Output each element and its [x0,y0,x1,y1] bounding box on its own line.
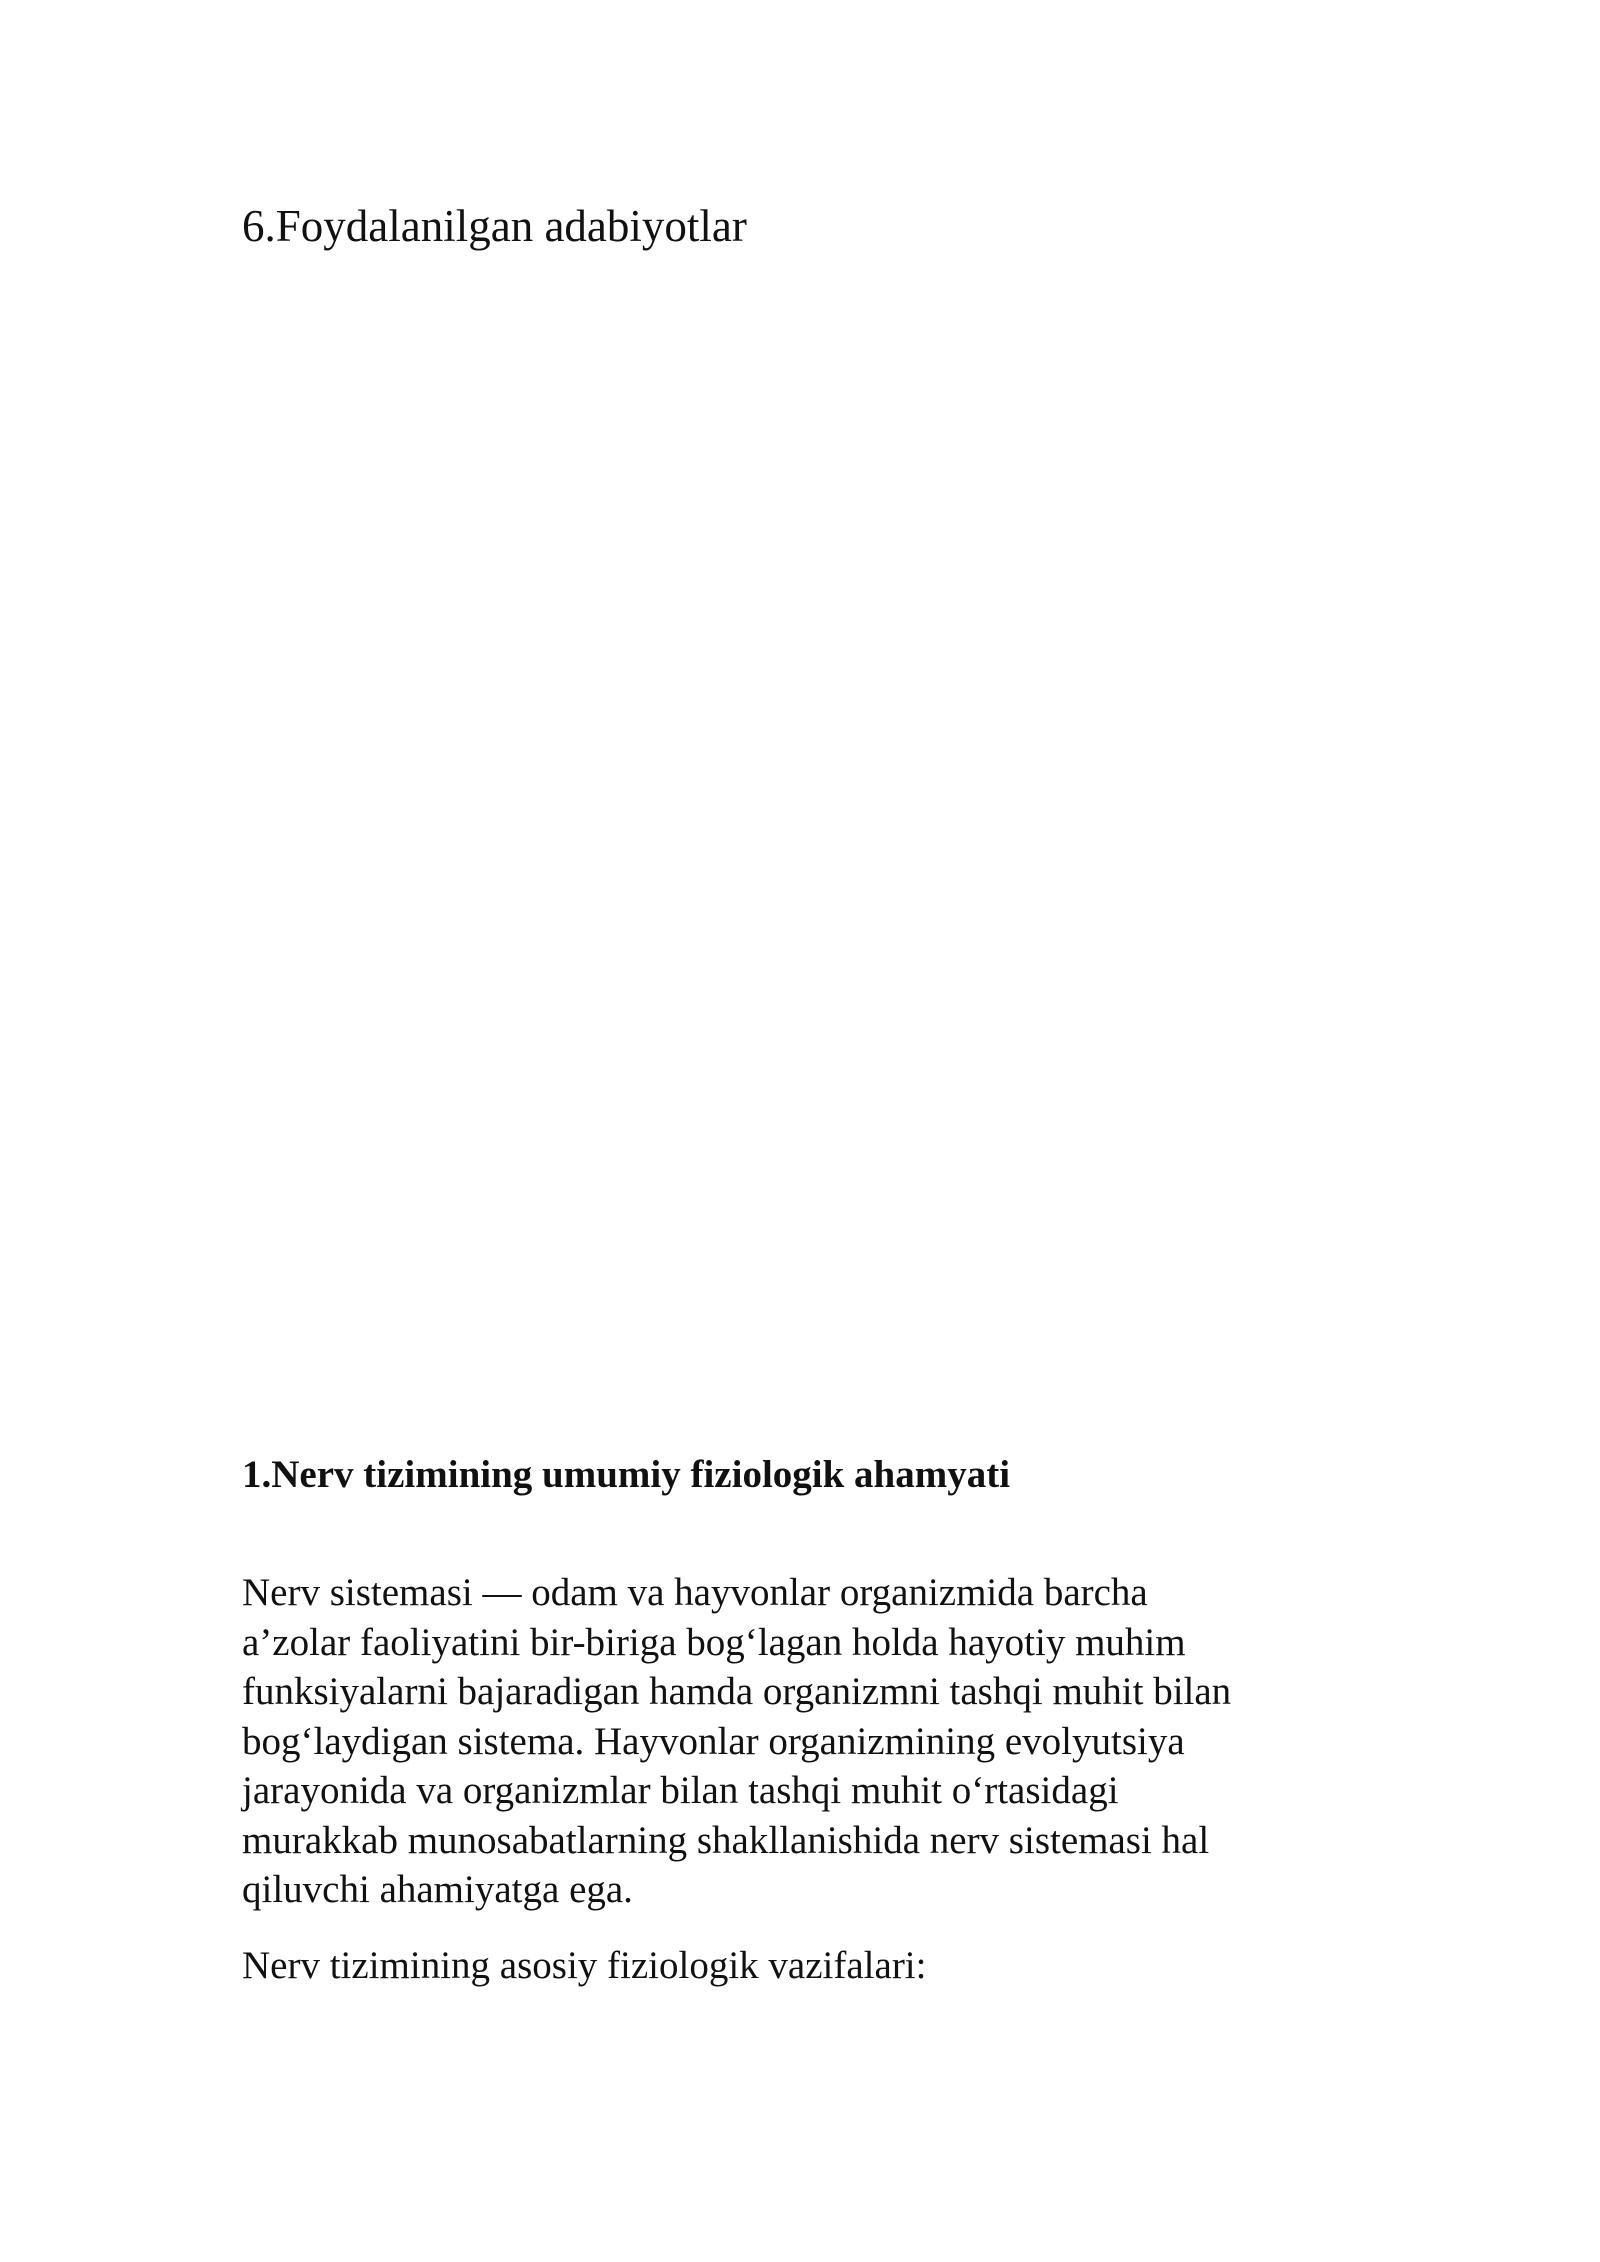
paragraph-line: murakkab munosabatlarning shakllanishida nerv sistemasi hal [242,1818,1210,1862]
functions-intro-paragraph: Nerv tizimining asosiy fiziologik vazifalari: [242,1943,927,1987]
paragraph-line: Nerv sistemasi — odam va hayvonlar organizmida barcha [242,1571,1148,1614]
intro-paragraph [242,1568,1382,1915]
paragraph-line: a’zolar faoliyatini bir-biriga bog‘lagan holda hayotiy muhim [242,1620,1186,1664]
paragraph-line: bog‘laydigan sistema. Hayvonlar organizmining evolyutsiya [242,1719,1185,1763]
section-nervous-system [242,1450,1382,1991]
paragraph-line: qiluvchi ahamiyatga ega. [242,1868,633,1911]
section-heading: 1.Nerv tizimining umumiy fiziologik ahamyati [242,1453,1011,1496]
paragraph-line: jarayonida va organizmlar bilan tashqi muhit o‘rtasidagi [242,1769,1119,1812]
paragraph-line: funksiyalarni bajaradigan hamda organizmni tashqi muhit bilan [242,1670,1232,1713]
toc-item-references: 6.Foydalanilgan adabiyotlar [242,201,747,251]
